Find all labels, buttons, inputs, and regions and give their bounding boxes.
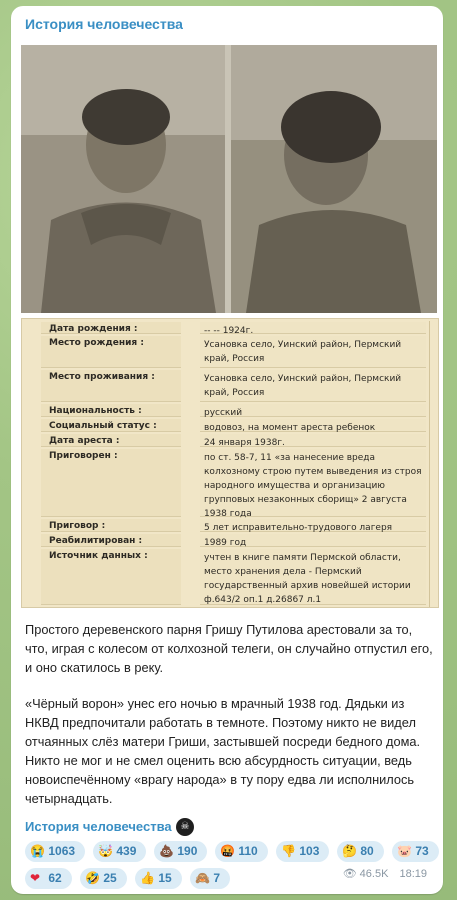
thumbs-up-icon: 👍 [140,871,155,885]
post-paragraph-2: «Чёрный ворон» унес его ночью в мрачный 1938 год. Дядьки из НКВД предпочитали работать в темноте. Поэтому никто не видел отчаянных слёз матери Гриши, застывшей посреди бедного дома. Никто не мог и не смел оценить всю абсурдность ситуации, ведь новоиспечённому «врагу народа» в ту пору едва ли исполнилось четырнадцать. [25,696,421,806]
doc-row-birth-date: Дата рождения : -- -- 1924г. [22,322,438,334]
heart-icon: ❤ [30,871,41,885]
doc-row-social-status: Социальный статус : водовоз, на момент ареста ребенок [22,419,438,432]
message-meta [343,867,427,880]
thinking-face-icon: 🤔 [342,844,357,858]
reaction-thinking[interactable]: 🤔 80 [337,841,384,862]
see-no-evil-monkey-icon: 🙈 [195,871,210,885]
views-count: 46.5K [359,868,389,880]
message-bubble [11,6,443,894]
archive-record-card[interactable] [21,318,439,608]
reaction-exploding-head[interactable]: 🤯 439 [93,841,146,862]
message-time: 18:19 [399,868,427,880]
reaction-see-no-evil[interactable]: 🙈 7 [190,868,230,889]
reaction-pig[interactable]: 🐷 73 [392,841,439,862]
reaction-crying[interactable]: 😭 1063 [25,841,85,862]
mugshot-front-photo [21,45,225,313]
mugshot-profile-photo [231,45,437,313]
crying-face-icon: 😭 [30,844,45,858]
rofl-face-icon: 🤣 [85,871,100,885]
doc-row-sentence: Приговор : 5 лет исправительно-трудового лагеря [22,519,438,532]
reaction-heart[interactable]: ❤ 62 [25,868,72,889]
exploding-head-icon: 🤯 [98,844,113,858]
channel-logo-icon: ☠ [176,818,194,836]
doc-row-residence: Место проживания : Усановка село, Уинский район, Пермский край, Россия [22,370,438,402]
pig-face-icon: 🐷 [397,844,412,858]
mugshot-photos[interactable] [21,45,437,313]
cursing-face-icon: 🤬 [220,844,235,858]
reaction-cursing[interactable]: 🤬 110 [215,841,268,862]
doc-row-rehabilitated: Реабилитирован : 1989 год [22,534,438,547]
post-paragraph-1: Простого деревенского парня Гришу Путилова арестовали за то, что, играя с колесом от колхозной телеги, он случайно отпустил его, и оно скатилось в реку. [25,622,433,675]
doc-row-arrest-date: Дата ареста : 24 января 1938г. [22,434,438,447]
channel-signature[interactable]: История человечества [25,819,172,834]
eye-icon: 👁 [342,868,357,880]
reaction-rofl[interactable]: 🤣 25 [80,868,127,889]
poo-icon: 💩 [159,844,174,858]
reaction-thumbs-up[interactable]: 👍 15 [135,868,182,889]
doc-border [429,321,430,607]
channel-name[interactable]: История человечества [25,16,183,32]
doc-row-nationality: Национальность : русский [22,404,438,417]
doc-row-sentenced: Приговорен : по ст. 58-7, 11 «за нанесение вреда колхозному строю путем выведения из строя народного имущества и организацию групповых незаконных сборищ» 2 августа 1938 года [22,449,438,517]
doc-row-source: Источник данных : учтен в книге памяти Пермской области, место хранения дела - Пермский государственный архив новейшей истории ф.643/2 оп.1 д.26867 л.1 [22,549,438,605]
thumbs-down-icon: 👎 [281,844,296,858]
doc-row-birth-place: Место рождения : Усановка село, Уинский район, Пермский край, Россия [22,336,438,368]
reaction-poo[interactable]: 💩 190 [154,841,207,862]
reaction-thumbs-down[interactable]: 👎 103 [276,841,329,862]
